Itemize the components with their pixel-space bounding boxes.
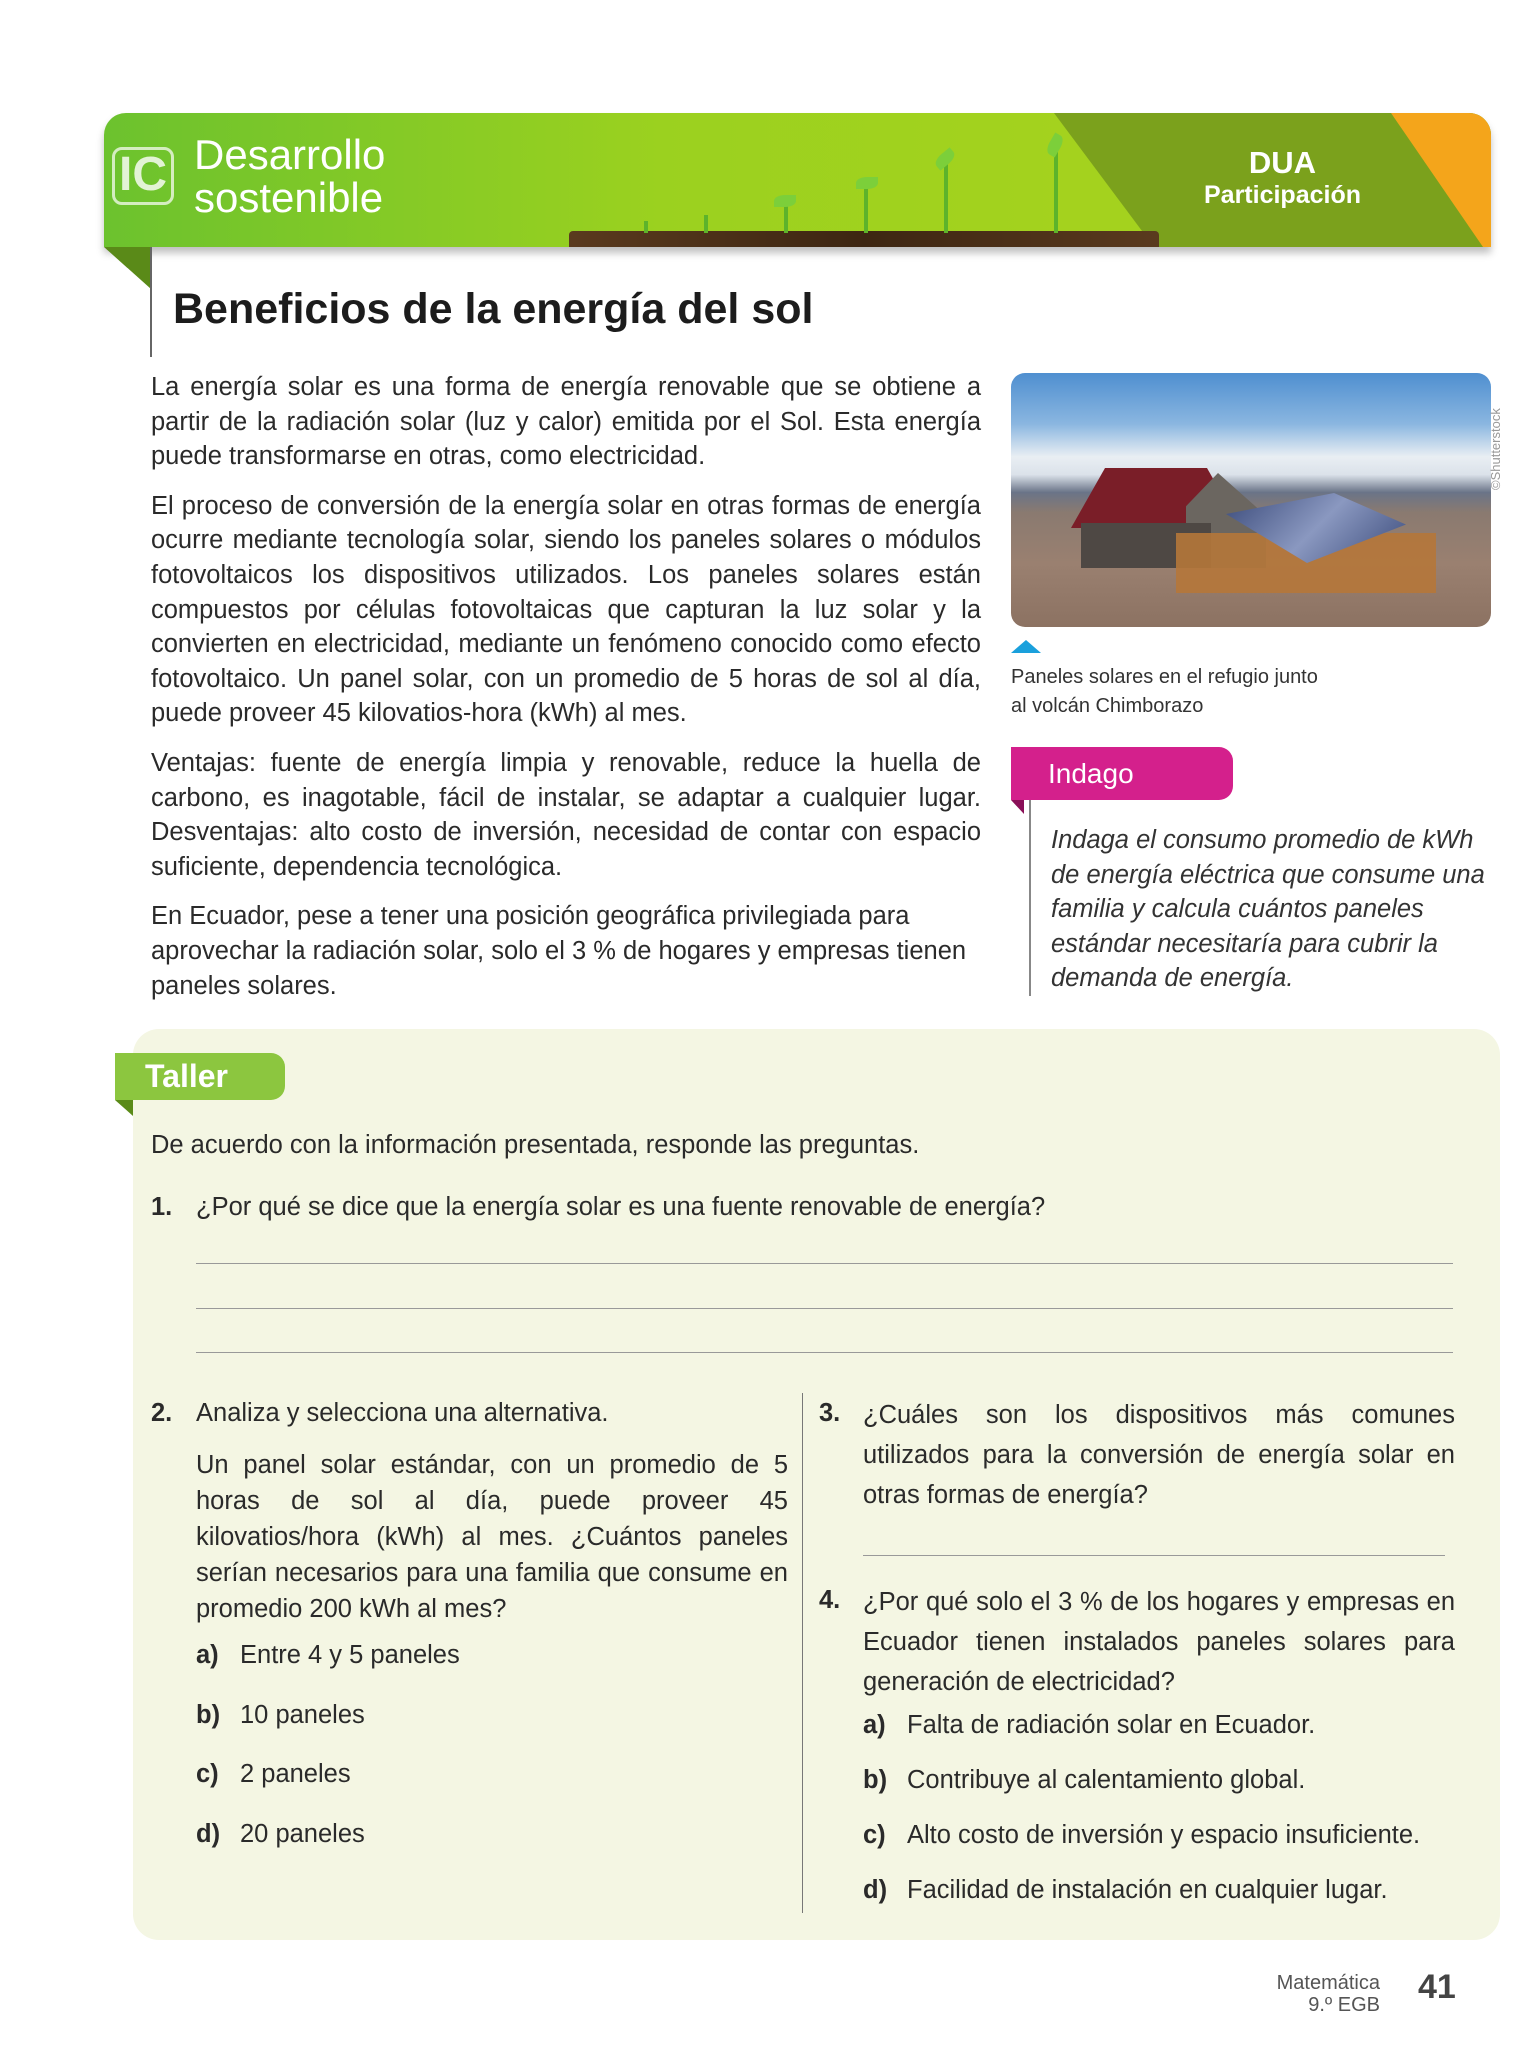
q4-number: 4. <box>819 1586 841 1614</box>
footer-subject: Matemática 9.º EGB <box>1276 1972 1380 2016</box>
ic-logo: IC <box>112 147 174 205</box>
indago-text: Indaga el consumo promedio de kWh de energía eléctrica que consume una familia y calcula cuántos paneles estándar necesitaría para cubrir la demanda de energía. <box>1051 826 1485 993</box>
title-rule <box>150 247 152 357</box>
q3-answer-line[interactable] <box>863 1555 1445 1556</box>
paragraph: El proceso de conversión de la energía solar en otras formas de energía ocurre mediante tecnología solar, siendo los paneles solares o módulos fotovoltaicos los dispositivos utilizados. Los paneles solares están compuestos por células fotovoltaicas que capturan la luz solar y la convierten en electricidad, mediante un fenómeno conocido como efecto fotovoltaico. Un panel solar, con un promedio de 5 horas de sol al día, puede proveer 45 kilovatios-hora (kWh) al mes. <box>151 491 981 728</box>
body-text <box>151 370 981 1018</box>
q2-number: 2. <box>151 1399 173 1427</box>
paragraph: En Ecuador, pese a tener una posición geográfica privilegiada para aprovechar la radiación solar, solo el 3 % de hogares y empresas tienen paneles solares. <box>151 902 967 1000</box>
q4-option-b[interactable]: b) Contribuye al calentamiento global. <box>863 1766 1306 1794</box>
indago-fold <box>1011 800 1024 814</box>
column-divider <box>802 1393 803 1913</box>
q4-option-a[interactable]: a) Falta de radiación solar en Ecuador. <box>863 1711 1316 1739</box>
caption-triangle-icon <box>1011 640 1041 653</box>
q2-text: Analiza y selecciona una alternativa. <box>196 1399 609 1427</box>
indago-label: Indago <box>1011 747 1233 800</box>
seedling-illustration <box>569 231 1159 247</box>
q3-number: 3. <box>819 1399 841 1427</box>
q2-option-a[interactable]: a) Entre 4 y 5 paneles <box>196 1641 460 1669</box>
dua-label: DUA Participación <box>1204 145 1361 209</box>
q1-text: ¿Por qué se dice que la energía solar es una fuente renovable de energía? <box>196 1193 1046 1221</box>
indago-rule <box>1029 800 1031 996</box>
section-banner <box>104 113 1491 247</box>
paragraph: La energía solar es una forma de energía renovable que se obtiene a partir de la radiación solar (luz y calor) emitida por el Sol. Esta energía puede transformarse en otras, como electricidad. <box>151 373 981 471</box>
q2-option-d[interactable]: d) 20 paneles <box>196 1820 365 1848</box>
answer-line-1[interactable] <box>196 1263 1453 1264</box>
taller-fold <box>115 1100 133 1116</box>
taller-intro: De acuerdo con la información presentada, responde las preguntas. <box>151 1131 920 1159</box>
taller-label: Taller <box>115 1053 285 1100</box>
banner-title: Desarrollo sostenible <box>194 131 386 221</box>
q1-number: 1. <box>151 1193 173 1221</box>
q2-detail: Un panel solar estándar, con un promedio de 5 horas de sol al día, puede proveer 45 kilovatios/hora (kWh) al mes. ¿Cuántos paneles serían necesarios para una familia que consume en promedio 200 kWh al mes? <box>196 1451 788 1623</box>
banner-fold <box>104 247 151 289</box>
q4-text: ¿Por qué solo el 3 % de los hogares y empresas en Ecuador tienen instalados paneles solares para generación de electricidad? <box>863 1588 1455 1696</box>
taller-panel <box>133 1029 1500 1940</box>
q2-option-b[interactable]: b) 10 paneles <box>196 1701 365 1729</box>
q2-option-c[interactable]: c) 2 paneles <box>196 1760 351 1788</box>
page-title: Beneficios de la energía del sol <box>173 285 814 333</box>
solar-panels-photo <box>1011 373 1491 627</box>
paragraph: Ventajas: fuente de energía limpia y renovable, reduce la huella de carbono, es inagotable, fácil de instalar, se adaptar a cualquier lugar. Desventajas: alto costo de inversión, necesidad de contar con espacio suficiente, dependencia tecnológica. <box>151 748 981 881</box>
photo-caption: Paneles solares en el refugio junto al volcán Chimborazo <box>1011 666 1318 717</box>
photo-credit: ©Shutterstock <box>1488 408 1503 490</box>
q3-text: ¿Cuáles son los dispositivos más comunes utilizados para la conversión de energía solar en otras formas de energía? <box>863 1401 1455 1509</box>
answer-line-3[interactable] <box>196 1352 1453 1353</box>
answer-line-2[interactable] <box>196 1308 1453 1309</box>
q4-option-d[interactable]: d) Facilidad de instalación en cualquier lugar. <box>863 1876 1388 1904</box>
page-number: 41 <box>1418 1968 1456 2006</box>
q4-option-c[interactable]: c) Alto costo de inversión y espacio insuficiente. <box>863 1821 1421 1849</box>
